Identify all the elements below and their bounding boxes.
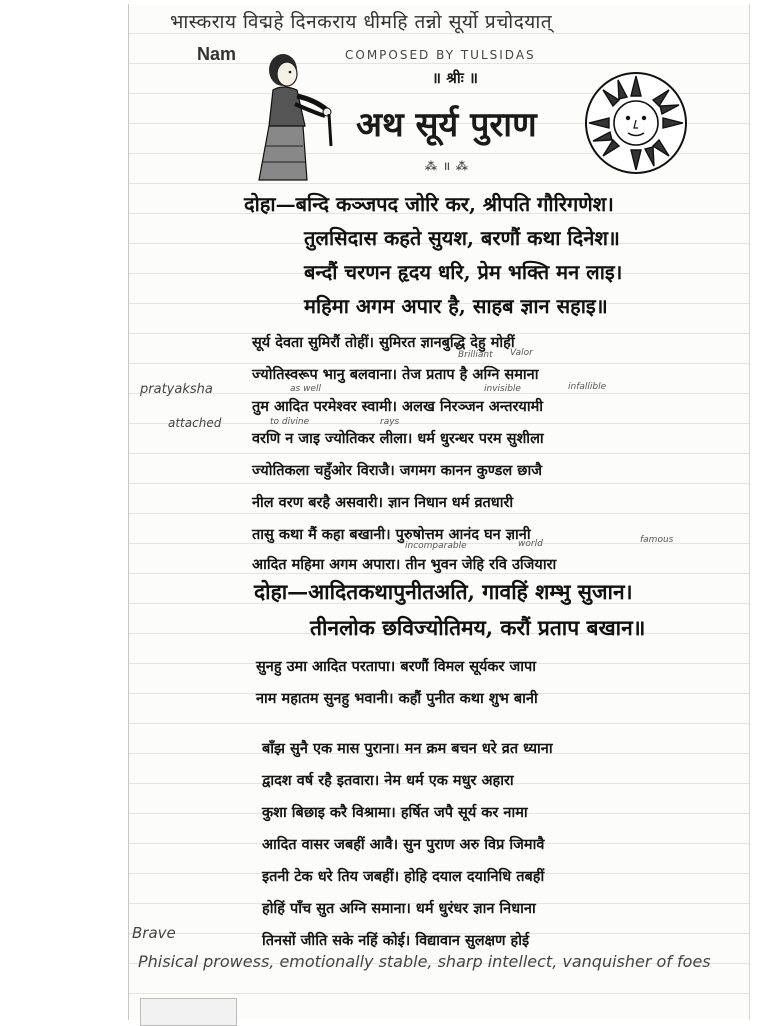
annotation-incomparable: incomparable (405, 541, 467, 551)
margin-note-attached: attached (168, 416, 222, 430)
chaupai-line: वरणि न जाइ ज्योतिकर लीला। धर्म धुरन्धर परम सुशीला (252, 430, 544, 447)
doha2-line: तीनलोक छविज्योतिमय, करौं प्रताप बखान॥ (310, 615, 646, 640)
sun-emblem (583, 70, 689, 176)
chaupai-line: तिनसों जीति सके नहिं कोई। विद्यावान सुलक्षण होई (262, 932, 530, 949)
doha1-line: बन्दौं चरणन हृदय धरि, प्रेम भक्ति मन लाइ। (304, 260, 623, 284)
chaupai-line: नील वरण बरहै असवारी। ज्ञान निधान धर्म व्रतधारी (252, 494, 514, 511)
doha1-line: तुलसिदास कहते सुयश, बरणौं कथा दिनेश॥ (304, 226, 620, 250)
margin-note-pratyaksha: pratyaksha (140, 382, 213, 397)
paper-scrap (140, 998, 237, 1026)
chaupai-line: सुनहु उमा आदित परतापा। बरणौं विमल सूर्यकर जापा (256, 658, 537, 675)
annotation-world: world (518, 539, 543, 549)
handwritten-bottom-line: Phisical prowess, emotionally stable, sharp intellect, vanquisher of foes (138, 952, 711, 971)
chaupai-line: द्वादश वर्ष रहै इतवारा। नेम धर्म एक मधुर अहारा (262, 772, 514, 789)
annotation-famous: famous (640, 535, 674, 545)
annotation-infallible: infallible (568, 382, 607, 392)
name-label: Nam (197, 44, 237, 64)
annotation-valor: Valor (510, 348, 533, 358)
annotation-invisible: invisible (484, 384, 521, 394)
margin-note-brave: Brave (132, 924, 176, 942)
shri-heading: ॥ श्रीः ॥ (432, 69, 478, 87)
chaupai-line: नाम महातम सुनहु भवानी। कहौं पुनीत कथा शुभ बानी (256, 690, 538, 707)
chaupai-line: आदित वासर जबहीं आवै। सुन पुराण अरु विप्र जिमावै (262, 836, 545, 853)
chaupai-line: तासु कथा मैं कहा बखानी। पुरुषोत्तम आनंद घन ज्ञानी (252, 526, 531, 543)
chaupai-line: सूर्य देवता सुमिरौं तोहीं। सुमिरत ज्ञानबुद्धि देहु मोहीं (252, 334, 515, 351)
chaupai-line: कुशा बिछाइ करै विश्रामा। हर्षित जपै सूर्य कर नामा (262, 804, 528, 821)
chaupai-line: बाँझ सुनै एक मास पुराना। मन क्रम बचन धरे व्रत ध्याना (262, 740, 553, 757)
doha1-line: दोहा—बन्दि कञ्जपद जोरि कर, श्रीपति गौरिगणेश। (244, 192, 614, 216)
annotation-rays: rays (380, 417, 400, 427)
title-ornament: ⁂ ॥ ⁂ (425, 159, 469, 173)
chaupai-line: तुम आदित परमेश्वर स्वामी। अलख निरञ्जन अन्तरयामी (252, 398, 544, 415)
doha2-line: दोहा—आदितकथापुनीतअति, गावहिं शम्भु सुजान। (254, 579, 633, 604)
annotation-brilliant: Brilliant (458, 350, 493, 360)
chaupai-line: आदित महिमा अगम अपारा। तीन भुवन जेहि रवि उजियारा (252, 556, 557, 573)
doha1-line: महिमा अगम अपार है, साहब ज्ञान सहाइ॥ (304, 294, 608, 318)
handwritten-mantra: भास्कराय विद्महे दिनकराय धीमहि तन्नो सूर्यो प्रचोदयात् (170, 11, 553, 33)
annotation-to-divine: to divine (270, 417, 310, 427)
chaupai-line: ज्योतिकला चहुँओर विराजै। जगमग कानन कुण्डल छाजै (252, 462, 542, 479)
chaupai-line: होहिं पाँच सुत अग्नि समाना। धर्म धुरंधर ज्ञान निधाना (262, 900, 536, 917)
woman-figure-illustration (245, 46, 340, 186)
page-title: अथ सूर्य पुराण (356, 105, 537, 145)
annotation-as-well: as well (290, 384, 321, 394)
chaupai-line: ज्योतिस्वरूप भानु बलवाना। तेज प्रताप है अग्नि समाना (252, 366, 539, 383)
chaupai-line: इतनी टेक धरे तिय जबहीं। होहि दयाल दयानिधि तबहीं (262, 868, 545, 885)
handwritten-composed-by: COMPOSED BY TULSIDAS (345, 48, 536, 62)
